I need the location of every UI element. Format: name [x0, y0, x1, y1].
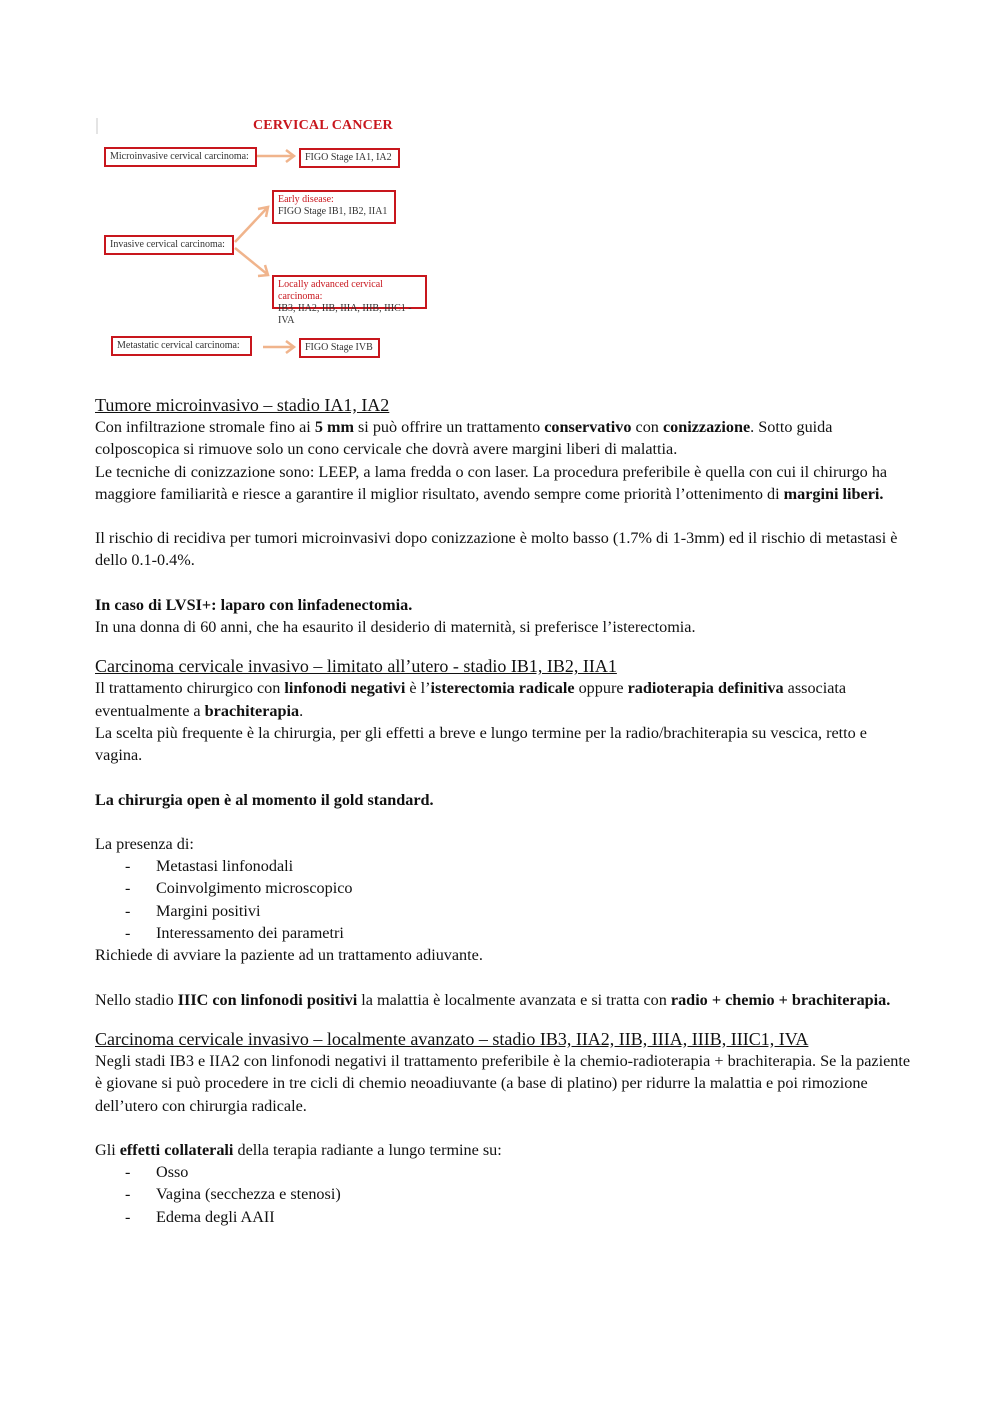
- section3-list: [95, 1161, 915, 1228]
- metastatic-result: FIGO Stage IVB: [305, 342, 373, 353]
- advanced-stage: IB3, IIA2, IIB, IIIA, IIIB, IIIC1 - IVA: [278, 303, 412, 326]
- invasive-label: Invasive cervical carcinoma:: [110, 239, 225, 250]
- section3-heading: Carcinoma cervicale invasivo – localmente avanzato – stadio IB3, IIA2, IIB, IIIA, IIIB, IIIC1, IVA: [95, 1028, 809, 1049]
- list-item: - Vagina (secchezza e stenosi): [95, 1183, 915, 1205]
- early-title: Early disease:: [278, 194, 334, 205]
- section2-p3: La chirurgia open è al momento il gold standard.: [95, 790, 434, 809]
- early-stage: FIGO Stage IB1, IB2, IIA1: [278, 206, 388, 217]
- section1-heading: Tumore microinvasivo – stadio IA1, IA2: [95, 395, 390, 415]
- micro-box: [104, 147, 257, 167]
- section2-p5: Richiede di avviare la paziente ad un trattamento adiuvante.: [95, 946, 483, 965]
- micro-result-box: [299, 148, 400, 168]
- metastatic-box: [111, 336, 252, 356]
- advanced-title: Locally advanced cervical carcinoma:: [278, 279, 383, 302]
- micro-result: FIGO Stage IA1, IA2: [305, 152, 392, 163]
- list-item: - Interessamento dei parametri: [95, 922, 915, 944]
- invasive-box: [104, 235, 234, 255]
- section2-p4: La presenza di:: [95, 834, 194, 853]
- arrow-early: [235, 208, 267, 242]
- metastatic-label: Metastatic cervical carcinoma:: [117, 340, 240, 351]
- section3-p2: Gli effetti collaterali della terapia radiante a lungo termine su:: [95, 1140, 502, 1159]
- metastatic-result-box: [299, 338, 380, 358]
- section1-p4: In caso di LVSI+: laparo con linfadenectomia.: [95, 595, 413, 614]
- section2-list: [95, 855, 915, 944]
- micro-label: Microinvasive cervical carcinoma:: [110, 151, 249, 162]
- section2-p6: Nello stadio IIIC con linfonodi positivi la malattia è localmente avanzata e si tratta con radio + chemio + brachiterapia.: [95, 990, 891, 1009]
- list-item: - Margini positivi: [95, 900, 915, 922]
- section1-p3: Il rischio di recidiva per tumori microinvasivi dopo conizzazione è molto basso (1.7% di 1-3mm) ed il rischio di metastasi è dello 0.1-0.4%.: [95, 529, 898, 570]
- section3-p1: Negli stadi IB3 e IIA2 con linfonodi negativi il trattamento preferibile è la chemio-radioterapia + brachiterapia. Se la paziente è giovane si può procedere in tre cicli di chemio neoadiuvante (a base di platino) per ridurre la malattia e poi rimozione dell’utero con chirurgia radicale.: [95, 1051, 911, 1115]
- list-item: - Edema degli AAII: [95, 1206, 915, 1228]
- section2-p2: La scelta più frequente è la chirurgia, per gli effetti a breve e lungo termine per la radio/brachiterapia su vescica, retto e vagina.: [95, 723, 867, 765]
- list-item: - Metastasi linfonodali: [95, 855, 915, 877]
- section1-p2: Le tecniche di conizzazione sono: LEEP, a lama fredda o con laser. La procedura preferibile è quella con cui il chirurgo ha maggiore familiarità e riesce a garantire il miglior risultato, avendo sempre come priorità l’ottenimento di margini liberi.: [95, 462, 888, 503]
- section1-p1: Con infiltrazione stromale fino ai 5 mm si può offrire un trattamento conservativo con conizzazione. Sotto guida colposcopica si rimuove solo un cono cervicale che dovrà avere margini liberi di malattia.: [95, 418, 833, 459]
- document-body: [95, 394, 915, 1228]
- list-item: - Osso: [95, 1161, 915, 1183]
- diagram-title: CERVICAL CANCER: [253, 118, 393, 133]
- section1-p5: In una donna di 60 anni, che ha esaurito il desiderio di maternità, si preferisce l’isterectomia.: [95, 618, 696, 637]
- section2-p1: Il trattamento chirurgico con linfonodi negativi è l’isterectomia radicale oppure radioterapia definitiva associata eventualmente a brachiterapia.: [95, 679, 847, 720]
- early-box: [272, 190, 396, 224]
- list-item: - Coinvolgimento microscopico: [95, 877, 915, 899]
- arrow-advanced: [235, 248, 267, 274]
- cervical-cancer-diagram: [95, 112, 440, 362]
- section2-heading: Carcinoma cervicale invasivo – limitato all’utero - stadio IB1, IB2, IIA1: [95, 656, 617, 677]
- advanced-box: [272, 275, 427, 326]
